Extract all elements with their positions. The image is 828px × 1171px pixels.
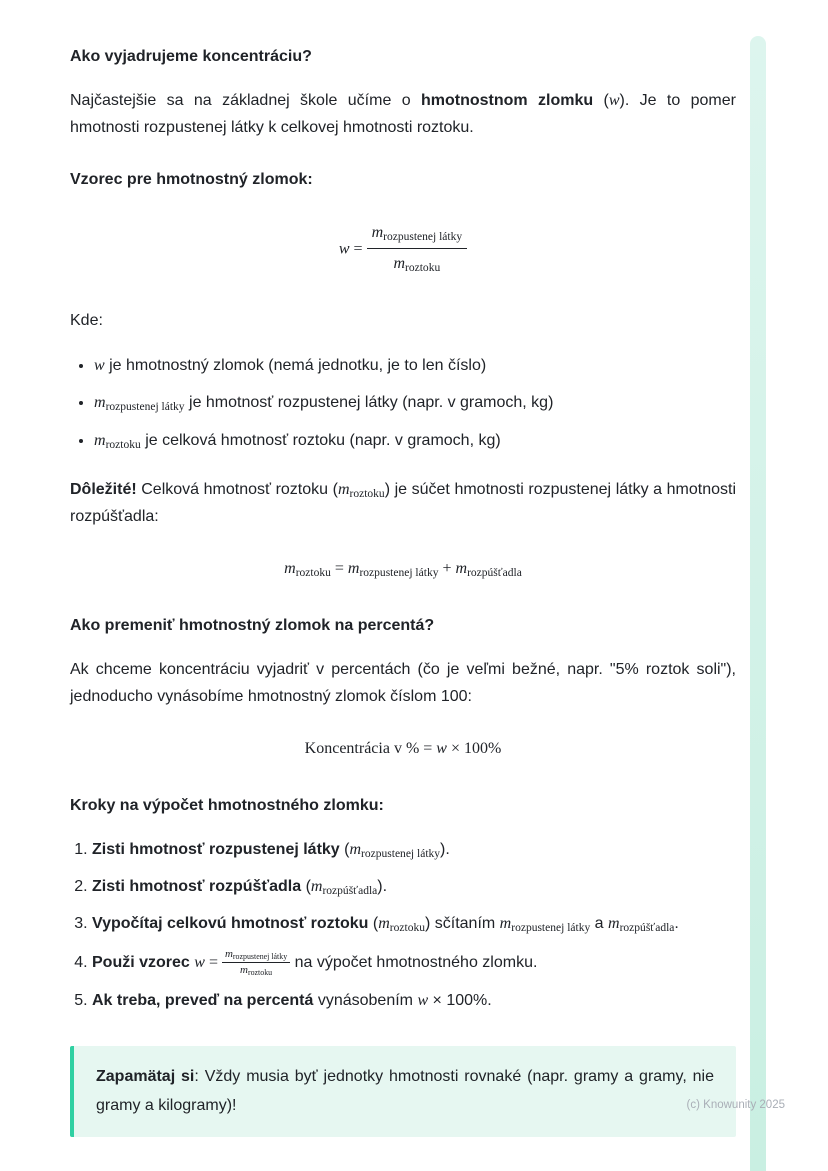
text-segment: je celková hmotnosť roztoku (napr. v gramoch, kg) bbox=[140, 431, 501, 449]
text-segment: je hmotnostný zlomok (nemá jednotku, je to len číslo) bbox=[104, 356, 487, 374]
list-item bbox=[94, 353, 736, 379]
text-segment: ) je súčet hmotnosti rozpustenej látky a hmotnosti rozpúšťadla: bbox=[70, 480, 737, 525]
list-item: 4. Použi vzorec w = $\frac{\text{mrozpustenej látky}}{\text{mroztoku}}$ na výpočet hmotnostného zlomku. bbox=[92, 948, 736, 978]
math-var-m: m bbox=[94, 431, 106, 449]
callout-note bbox=[70, 1046, 736, 1138]
list-item: 5. Ak treba, preveď na percentá vynásobením w × 100%. bbox=[92, 988, 736, 1014]
inline-fraction: $\frac{\text{mrozpustenej látky}}{\text{mroztoku}}$ bbox=[222, 948, 290, 978]
list-item: 3. Vypočítaj celkovú hmotnosť roztoku (mroztoku) sčítaním mrozpustenej látky a mrozpúšťadla. bbox=[92, 911, 736, 938]
math-equals: = bbox=[349, 240, 367, 258]
math-subscript: roztoku bbox=[105, 438, 141, 451]
list-item bbox=[94, 390, 736, 417]
paragraph-percent: Ak chceme koncentráciu vyjadriť v percentách (čo je veľmi bežné, napr. "5% roztok soli"), jednoducho vynásobíme hmotnostný zlomok číslom 100: bbox=[70, 661, 736, 705]
document-content bbox=[70, 44, 736, 1137]
paragraph-kde: Kde: bbox=[70, 312, 103, 330]
math-var-w: w bbox=[608, 92, 620, 110]
heading-formula-label: Vzorec pre hmotnostný zlomok: bbox=[70, 171, 313, 189]
text-segment: je hmotnosť rozpustenej látky (napr. v gramoch, kg) bbox=[184, 394, 554, 412]
bold-term: hmotnostnom zlomku bbox=[420, 92, 594, 110]
list-item: 1. Zisti hmotnosť rozpustenej látky (mrozpustenej látky). bbox=[92, 837, 736, 864]
text-segment: Celková hmotnosť roztoku ( bbox=[136, 480, 338, 498]
callout-title: Zapamätaj si bbox=[96, 1067, 195, 1085]
paragraph-intro bbox=[70, 88, 736, 141]
text-segment: ( bbox=[593, 92, 609, 110]
math-subscript: rozpustenej látky bbox=[105, 400, 185, 413]
text-segment: Najčastejšie sa na základnej škole učíme o bbox=[70, 92, 421, 110]
formula-percent: Koncentrácia v % = w × 100% bbox=[304, 740, 502, 758]
bold-term: Dôležité! bbox=[70, 480, 137, 498]
math-var-w: w bbox=[338, 240, 350, 258]
math-var-m: m bbox=[337, 480, 350, 498]
formula-total-mass: mroztoku = mrozpustenej látky + mrozpúšťadla bbox=[284, 560, 522, 579]
math-subscript: roztoku bbox=[349, 487, 385, 500]
fraction bbox=[367, 220, 468, 279]
list-item bbox=[94, 428, 736, 455]
paragraph-important bbox=[70, 477, 736, 530]
bullet-list bbox=[70, 353, 736, 455]
heading-how-express: Ako vyjadrujeme koncentráciu? bbox=[70, 48, 312, 65]
footer-credit: (c) Knowunity 2025 bbox=[686, 1099, 785, 1111]
steps-list bbox=[70, 837, 736, 1014]
decorative-side-strip bbox=[750, 36, 766, 1171]
heading-convert-percent: Ako premeniť hmotnostný zlomok na percentá? bbox=[70, 616, 435, 634]
heading-steps: Kroky na výpočet hmotnostného zlomku: bbox=[70, 796, 384, 814]
list-item: 2. Zisti hmotnosť rozpúšťadla (mrozpúšťadla). bbox=[92, 874, 736, 901]
math-var-w: w bbox=[436, 740, 447, 758]
formula-mass-fraction bbox=[70, 220, 736, 279]
fraction-denominator: mroztoku bbox=[393, 255, 441, 275]
fraction-numerator: mrozpustenej látky bbox=[367, 220, 468, 250]
callout-text: : Vždy musia byť jednotky hmotnosti rovnaké (napr. gramy a gramy, nie gramy a kilogramy)! bbox=[96, 1067, 715, 1114]
text-segment: ). Je to pomer hmotnosti rozpustenej látky k celkovej hmotnosti roztoku. bbox=[70, 92, 736, 136]
math-var-m: m bbox=[94, 394, 106, 412]
math-var-w: w bbox=[94, 356, 105, 374]
